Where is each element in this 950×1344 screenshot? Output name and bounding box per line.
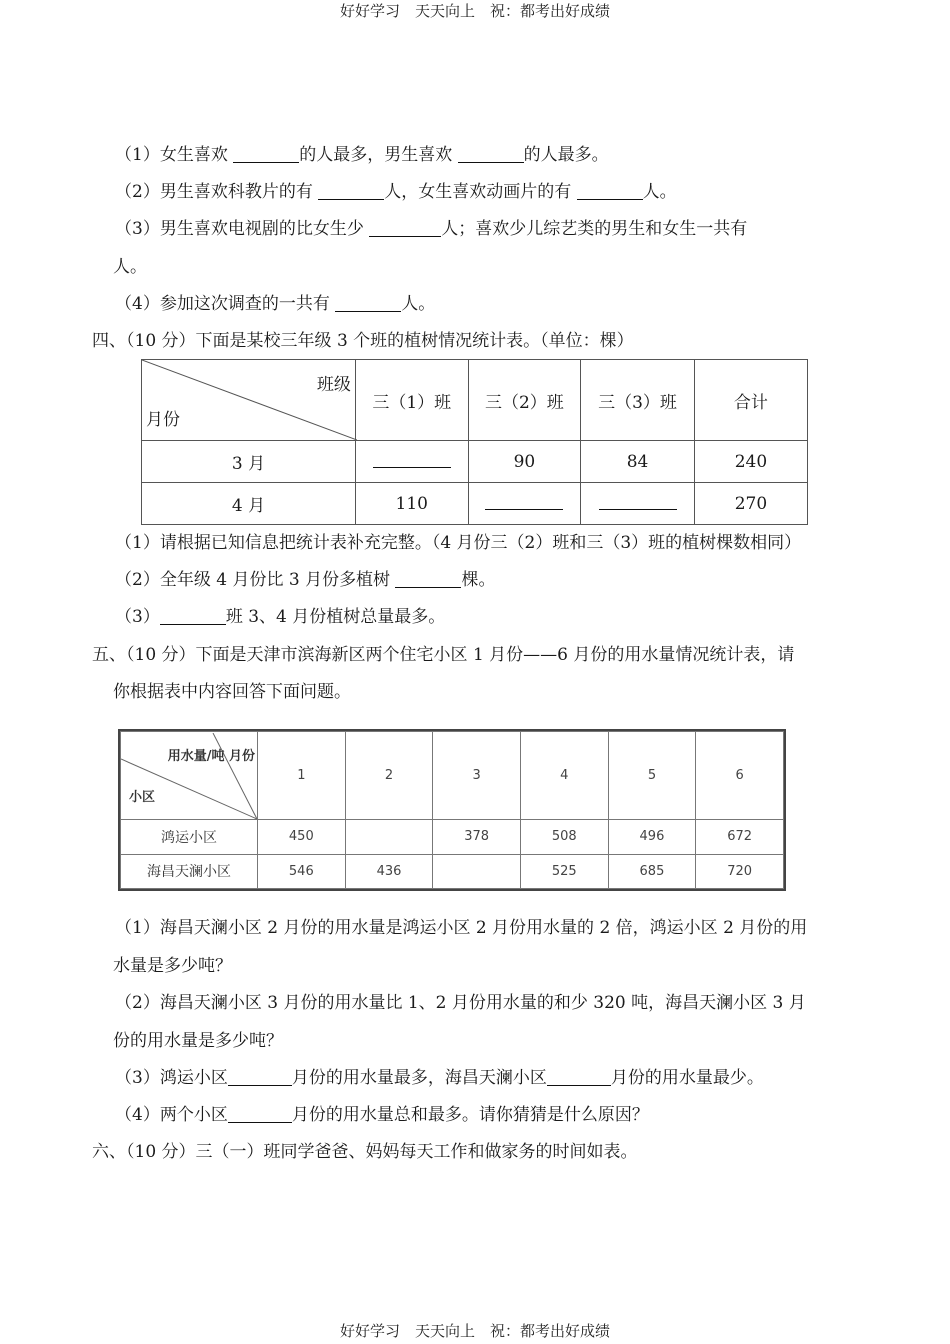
q4-item-3: [115, 606, 445, 628]
answer-blank[interactable]: [395, 571, 461, 588]
q5-3-text-c: 月份的用水量最少。: [610, 1068, 764, 1088]
q5-3-text-b: 月份的用水量最多，海昌天澜小区: [291, 1068, 547, 1088]
table-cell: 110: [355, 483, 468, 525]
column-header: 6: [696, 732, 784, 820]
q3-2-text-a: （2）男生喜欢科教片的有: [115, 182, 319, 202]
q4-2-text-a: （2）全年级 4 月份比 3 月份多植树: [115, 570, 396, 590]
q5-4-text-a: （4）两个小区: [115, 1105, 228, 1125]
q5-item-2: （2）海昌天澜小区 3 月份的用水量比 1、2 月份用水量的和少 320 吨，海昌天澜小区 3 月: [115, 993, 806, 1013]
corner-label-month: 月份: [146, 410, 180, 430]
table-cell: 270: [694, 483, 807, 525]
row-label: 鸿运小区: [121, 820, 258, 854]
q3-item-4: [115, 293, 435, 315]
q3-item-3: [115, 218, 747, 240]
page-header: 好好学习 天天向上 祝：都考出好成绩: [339, 2, 610, 20]
q5-title-line1: 五、（10 分）下面是天津市滨海新区两个住宅小区 1 月份——6 月份的用水量情况统计表，请: [92, 645, 795, 665]
corner-label-community: 小区: [129, 789, 156, 805]
table-cell: 720: [696, 854, 784, 888]
q3-1-text-c: 的人最多。: [523, 145, 609, 165]
column-header: 1: [258, 732, 346, 820]
table-cell: 508: [520, 820, 608, 854]
answer-blank[interactable]: [373, 451, 451, 468]
column-header: 合计: [694, 360, 807, 441]
column-header: 三（1）班: [355, 360, 468, 441]
table-row: [142, 441, 808, 483]
q4-item-2: [115, 569, 495, 591]
q5-title-line2: 你根据表中内容回答下面问题。: [113, 682, 351, 702]
q4-2-text-b: 棵。: [461, 570, 496, 590]
table-cell-blank[interactable]: [468, 483, 581, 525]
column-header: 4: [520, 732, 608, 820]
table-corner-cell: [142, 360, 356, 441]
answer-blank[interactable]: [577, 183, 643, 200]
table-cell: 436: [345, 854, 433, 888]
q4-3-text-b: 班 3、4 月份植树总量最多。: [225, 607, 446, 627]
water-usage-table: [118, 729, 786, 891]
table-corner-cell: [121, 732, 258, 820]
q5-4-text-b: 月份的用水量总和最多。请你猜猜是什么原因？: [291, 1105, 649, 1125]
q3-item-3-cont: 人。: [113, 257, 147, 277]
q3-3-text-b: 人；喜欢少儿综艺类的男生和女生一共有: [441, 219, 748, 239]
q5-item-1: （1）海昌天澜小区 2 月份的用水量是鸿运小区 2 月份用水量的 2 倍，鸿运小区 2 月份的用: [115, 918, 808, 938]
answer-blank[interactable]: [228, 1106, 292, 1123]
tree-planting-table: [141, 359, 808, 525]
table-cell: 450: [258, 820, 346, 854]
table-row: [142, 483, 808, 525]
answer-blank[interactable]: [318, 183, 384, 200]
answer-blank[interactable]: [335, 295, 401, 312]
q3-2-text-c: 人。: [642, 182, 677, 202]
table-row: [121, 854, 784, 888]
q3-item-2: [115, 181, 677, 203]
answer-blank[interactable]: [369, 220, 441, 237]
q3-3-text-a: （3）男生喜欢电视剧的比女生少: [115, 219, 370, 239]
answer-blank[interactable]: [547, 1069, 611, 1086]
q3-4-text-b: 人。: [401, 294, 436, 314]
table-row: [121, 820, 784, 854]
table-cell-empty: [433, 854, 521, 888]
table-cell-blank[interactable]: [581, 483, 695, 525]
table-cell: 525: [520, 854, 608, 888]
row-label: 海昌天澜小区: [121, 854, 258, 888]
answer-blank[interactable]: [458, 146, 524, 163]
table-cell-blank[interactable]: [355, 441, 468, 483]
table-cell: 546: [258, 854, 346, 888]
q6-title: 六、（10 分）三（一）班同学爸爸、妈妈每天工作和做家务的时间如表。: [92, 1142, 638, 1162]
q3-item-1: [115, 144, 609, 166]
q5-item-2-cont: 份的用水量是多少吨？: [113, 1031, 283, 1051]
q3-4-text-a: （4）参加这次调查的一共有: [115, 294, 336, 314]
table-cell: 685: [608, 854, 696, 888]
table-cell: 672: [696, 820, 784, 854]
column-header: 2: [345, 732, 433, 820]
answer-blank[interactable]: [599, 493, 677, 510]
q4-title: 四、（10 分）下面是某校三年级 3 个班的植树情况统计表。（单位：棵）: [92, 331, 634, 351]
page-footer: 好好学习 天天向上 祝：都考出好成绩: [339, 1322, 610, 1340]
corner-label-class: 班级: [316, 375, 351, 395]
row-label: 4 月: [142, 483, 356, 525]
table-cell: 90: [468, 441, 581, 483]
corner-label-usage-month: 用水量/吨 月份: [167, 748, 255, 764]
q5-3-text-a: （3）鸿运小区: [115, 1068, 228, 1088]
column-header: 三（3）班: [581, 360, 695, 441]
answer-blank[interactable]: [228, 1069, 292, 1086]
column-header: 3: [433, 732, 521, 820]
row-label: 3 月: [142, 441, 356, 483]
column-header: 5: [608, 732, 696, 820]
column-header: 三（2）班: [468, 360, 581, 441]
q3-1-text-a: （1）女生喜欢: [115, 145, 234, 165]
q3-2-text-b: 人，女生喜欢动画片的有: [384, 182, 577, 202]
table-cell: 378: [433, 820, 521, 854]
q5-item-4: [115, 1104, 649, 1126]
table-cell-empty: [345, 820, 433, 854]
q3-1-text-b: 的人最多，男生喜欢: [299, 145, 458, 165]
answer-blank[interactable]: [160, 608, 226, 625]
answer-blank[interactable]: [485, 493, 563, 510]
q5-item-1-cont: 水量是多少吨？: [113, 956, 232, 976]
answer-blank[interactable]: [233, 146, 299, 163]
table-cell: 496: [608, 820, 696, 854]
q4-item-1: （1）请根据已知信息把统计表补充完整。（4 月份三（2）班和三（3）班的植树棵数相同）: [115, 533, 802, 553]
table-cell: 240: [694, 441, 807, 483]
table-cell: 84: [581, 441, 695, 483]
q4-3-text-a: （3）: [115, 607, 160, 627]
q5-item-3: [115, 1067, 764, 1089]
